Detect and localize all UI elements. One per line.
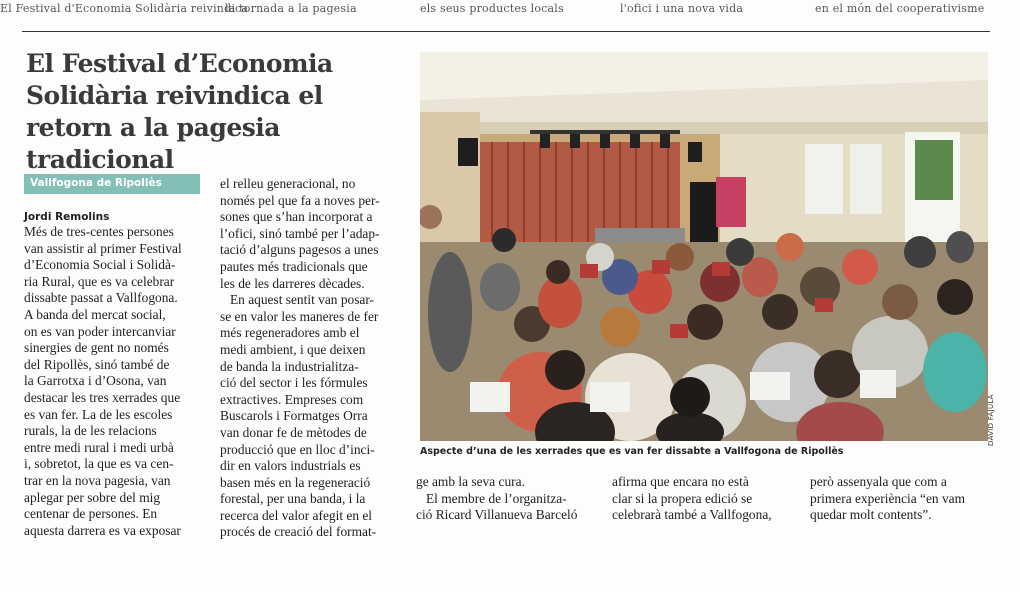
photo-credit: DAVID FAJULA — [987, 394, 995, 446]
text-line: l’ofici, sinó també per l’adap- — [220, 225, 380, 241]
text-line: Més de tres-centes persones — [24, 224, 174, 239]
strip-text: en el món del cooperativisme — [815, 2, 985, 15]
text-line: afirma que encara no està — [612, 474, 749, 489]
text-line: celebrarà també a Vallfogona, — [612, 507, 772, 523]
text-line: van assistir al primer Festival — [24, 240, 182, 256]
event-photo — [420, 52, 988, 441]
text-line: En aquest sentit van posar- — [230, 292, 375, 308]
text-line: dissabte passat a Vallfogona. — [24, 290, 178, 306]
text-line: destacar les tres xerrades que — [24, 389, 181, 405]
text-line: sinergies de gent no només — [24, 340, 169, 356]
text-line: entre medi rural i medi urbà — [24, 439, 174, 455]
text-line: quedar molt contents”. — [810, 507, 932, 523]
author-byline: Jordi Remolins — [24, 211, 110, 223]
text-line: Buscarols i Formatges Orra — [220, 408, 368, 424]
article-column-2 — [220, 176, 410, 541]
text-line: ge amb la seva cura. — [416, 474, 525, 489]
text-line: primera experiència “en vam — [810, 490, 966, 506]
text-line: medi ambient, i que deixen — [220, 341, 366, 357]
text-line: tació d’alguns pagesos a unes — [220, 242, 379, 258]
text-line: trar en la nova pagesia, van — [24, 472, 171, 488]
text-line: les de les darreres dècades. — [220, 275, 365, 291]
text-line: pautes més tradicionals que — [220, 258, 368, 274]
text-line: A banda del mercat social, — [24, 306, 166, 322]
text-line: recerca del valor afegit en el — [220, 507, 373, 523]
text-line: ció Ricard Villanueva Barceló — [416, 507, 578, 523]
text-line: forestal, per una banda, i la — [220, 491, 366, 507]
article-column-3 — [416, 474, 606, 524]
text-line: van donar fe de mètodes de — [220, 424, 367, 440]
text-line: però assenyala que com a — [810, 474, 947, 489]
strip-text: els seus productes locals — [420, 2, 564, 15]
strip-text: la tornada a la pagesia — [225, 2, 357, 15]
text-line: i, sobretot, la que es va cen- — [24, 456, 174, 472]
text-line: ció del sector i les fórmules — [220, 375, 368, 391]
text-line: aquesta darrera es va exposar — [24, 522, 181, 538]
text-line: el relleu generacional, no — [220, 176, 356, 191]
text-line: més regeneradores amb el — [220, 325, 360, 341]
text-line: només pel que fa a noves per- — [220, 192, 380, 208]
text-line: on es van poder intercanviar — [24, 323, 176, 339]
text-line: sones que s’han incorporat a — [220, 209, 373, 225]
text-line: ria Rural, que es va celebrar — [24, 273, 175, 289]
section-rule — [22, 31, 990, 32]
article-headline: El Festival d’Economia Solidària reivindica el retorn a la pagesia tradicional — [26, 49, 333, 174]
text-line: El membre de l’organitza- — [426, 490, 567, 506]
strip-text: El Festival d'Economia Solidària reivindica — [0, 2, 249, 15]
strip-text: l'ofici i una nova vida — [620, 2, 744, 15]
article-column-5 — [810, 474, 1000, 524]
article-column-4 — [612, 474, 802, 524]
text-line: producció que en lloc d’inci- — [220, 441, 375, 457]
text-line: del Ripollès, sinó també de — [24, 356, 170, 372]
text-line: aplegar per sobre del mig — [24, 489, 161, 505]
text-line: la Garrotxa i d’Osona, van — [24, 373, 167, 389]
photo-caption: Aspecte d’una de les xerrades que es van fer dissabte a Vallfogona de Ripollès — [420, 446, 844, 457]
location-tag: Vallfogona de Ripollès — [24, 174, 200, 194]
previous-article-strip — [0, 0, 1019, 20]
text-line: es van fer. La de les escoles — [24, 406, 173, 422]
article-column-1 — [24, 210, 210, 539]
text-line: de banda la industrialitza- — [220, 358, 359, 374]
text-line: clar si la propera edició se — [612, 490, 753, 506]
text-line: se en valor les maneres de fer — [220, 308, 379, 324]
text-line: rurals, la de les relacions — [24, 423, 157, 439]
text-line: extractives. Empreses com — [220, 391, 364, 407]
text-line: procés de creació del format- — [220, 524, 377, 540]
text-line: centenar de persones. En — [24, 506, 158, 522]
text-line: basen més en la regeneració — [220, 474, 371, 490]
text-line: d’Economia Social i Solidà- — [24, 257, 176, 273]
text-line: dir en valors industrials es — [220, 458, 361, 474]
